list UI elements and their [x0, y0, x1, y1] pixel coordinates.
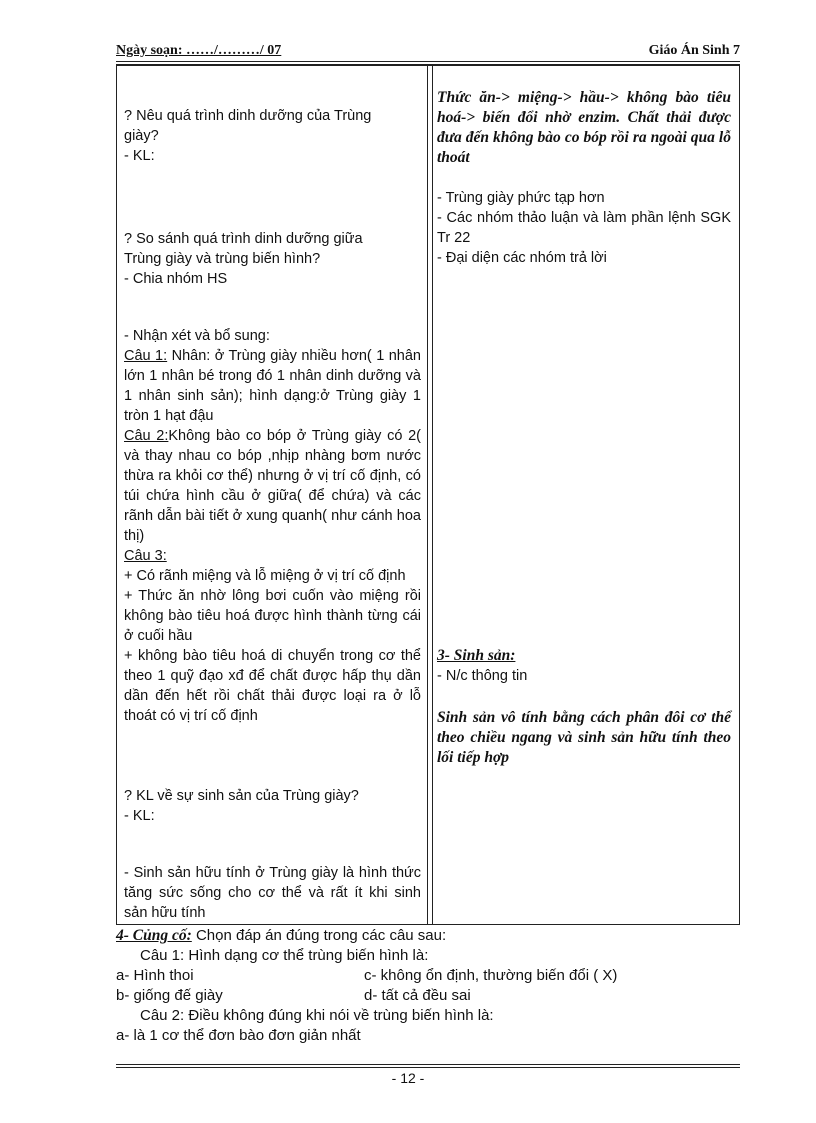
text-line: - KL:	[124, 808, 155, 824]
conclusion-text: Thức ăn-> miệng-> hầu-> không bào tiêu hoá-> biến đổi nhờ enzim. Chất thải được đưa đến không bào co bóp rồi ra ngoài qua lỗ thoát	[437, 89, 731, 166]
question-compare	[124, 229, 421, 289]
page-number: - 12 -	[391, 1070, 425, 1086]
text-line: ? So sánh quá trình dinh dưỡng giữa	[124, 231, 363, 247]
options-row	[116, 986, 738, 1006]
text-line: - KL:	[124, 148, 155, 164]
answer-line: - Đại diện các nhóm trả lời	[437, 250, 607, 266]
document-title: Giáo Án Sinh 7	[648, 43, 740, 58]
option-c: c- không ổn định, thường biến đổi ( X)	[364, 967, 618, 984]
review-text: - Nhận xét và bổ sung:	[124, 328, 270, 344]
final-text: - Sinh sản hữu tính ở Trùng giày là hình thức tăng sức sống cho cơ thể và rất ít khi sinh sản hữu tính	[124, 865, 421, 921]
consolidation-heading: 4- Củng cố:	[116, 927, 192, 944]
option-b: b- giống đế giày	[116, 987, 223, 1004]
question-1: Câu 1: Hình dạng cơ thể trùng biến hình là:	[140, 947, 429, 964]
consolidation-intro: Chọn đáp án đúng trong các câu sau:	[191, 927, 447, 944]
page-header	[116, 40, 740, 62]
footer-rule-2	[116, 1067, 740, 1068]
text-line: giày?	[124, 128, 159, 144]
options-row	[116, 966, 738, 986]
answer-line: - Các nhóm thảo luận và làm phần lệnh SGK Tr 22	[437, 210, 731, 246]
cau1-label: Câu 1:	[124, 348, 168, 364]
text-line: ? Nêu quá trình dinh dưỡng của Trùng	[124, 108, 372, 124]
cau3-label: Câu 3:	[124, 548, 167, 564]
cau3-item: + Có rãnh miệng và lỗ miệng ở vị trí cố định	[124, 568, 406, 584]
option-d: d- tất cả đều sai	[364, 987, 471, 1004]
header-rule	[116, 61, 740, 62]
section-reproduction	[437, 646, 731, 686]
question-reproduction	[124, 786, 421, 826]
info-line: - N/c thông tin	[437, 668, 528, 684]
cau2-label: Câu 2:	[124, 428, 169, 444]
cau2-text: Không bào co bóp ở Trùng giày có 2( và thay nhau co bóp ,nhịp nhàng bơm nước thừa ra khỏi cơ thể) nhưng ở vị trí cố định, có túi chứa hình cầu ở giữa( để chứa) và các rãnh dẫn bài tiết ở xung quanh( như cánh hoa thị)	[124, 428, 421, 544]
footer-rule	[116, 1064, 740, 1065]
option-a: a- Hình thoi	[116, 967, 194, 984]
consolidation-title-line	[116, 926, 738, 946]
review-block	[124, 326, 421, 726]
conclusion-nutrition	[437, 88, 731, 168]
question-2-option-a: a- là 1 cơ thể đơn bào đơn giản nhất	[116, 1027, 361, 1044]
lesson-table	[116, 65, 740, 925]
cau1-text: Nhân: ở Trùng giày nhiều hơn( 1 nhân lớn 1 nhân bé trong đó 1 nhân dinh dưỡng và 1 nhân sinh sản); hình dạng:ở Trùng giày 1 tròn 1 hạt đậu	[124, 348, 421, 424]
conclusion-text: Sinh sản vô tính bằng cách phân đôi cơ thể theo chiều ngang và sinh sản hữu tính theo lối tiếp hợp	[437, 709, 731, 766]
question-2: Câu 2: Điều không đúng khi nói về trùng biến hình là:	[140, 1007, 494, 1024]
cau3-item: + Thức ăn nhờ lông bơi cuốn vào miệng rồi không bào tiêu hoá được hình thành từng cái ở cuối hầu	[124, 588, 421, 644]
conclusion-reproduction	[437, 708, 731, 768]
text-line: ? KL về sự sinh sản của Trùng giày?	[124, 788, 359, 804]
cau3-item: + không bào tiêu hoá di chuyển trong cơ thể theo 1 quỹ đạo xđ để chất được hấp thụ dần dần đến hết rồi chất thải được loại ra ở lỗ thoát có vị trí cố định	[124, 648, 421, 724]
text-line: - Chia nhóm HS	[124, 271, 228, 287]
question-nutrition	[124, 106, 421, 166]
text-line: Trùng giày và trùng biến hình?	[124, 251, 321, 267]
answer-line: - Trùng giày phức tạp hơn	[437, 190, 605, 206]
date-label: Ngày soạn: ……/………/ 07	[116, 43, 282, 58]
column-divider	[427, 66, 433, 924]
final-note	[124, 863, 421, 923]
consolidation-section	[116, 926, 738, 1046]
section-heading: 3- Sinh sản:	[437, 647, 516, 664]
answers-block	[437, 188, 731, 268]
